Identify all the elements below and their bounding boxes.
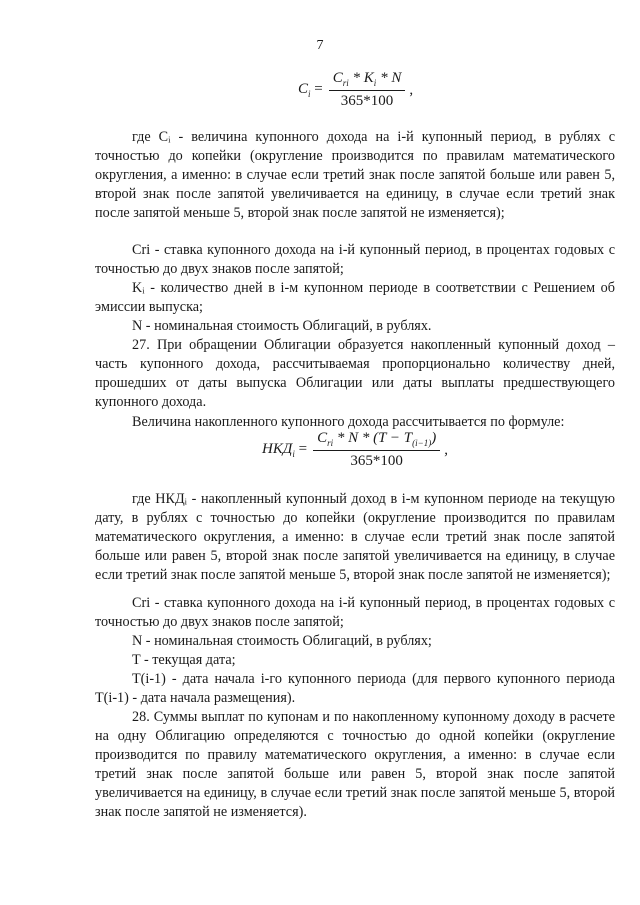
paragraph-cri-definition-2: Cri - ставка купонного дохода на i-й купонный период, в процентах годовых с точностью до двух знаков после запятой; <box>95 595 615 630</box>
formula1-denominator: 365*100 <box>340 93 394 109</box>
formula1-numerator: $C_{ri} * K_i$ * N <box>329 70 406 91</box>
formula2-numerator: $C_{ri} * N * (T - T_{(i-1)})$ <box>313 430 440 451</box>
paragraph-28: 28. Суммы выплат по купонам и по накопленному купонному доходу в расчете на одну Облигацию определяются с точностью до одной копейки (округление производится по правилу математического округления, а именно: в случае если третий знак после запятой больше или равен 5, второй знак после запятой увеличивается на единицу, в случае если третий знак после запятой меньше 5, второй знак после запятой не изменяется). <box>95 709 615 820</box>
formula1-lhs: $C_i$ = <box>298 81 323 99</box>
formula2-fraction <box>313 430 440 470</box>
paragraph-cri-definition: Cri - ставка купонного дохода на i-й купонный период, в процентах годовых с точностью до двух знаков после запятой; <box>95 242 615 277</box>
formula2-lhs: $НКД_i$ = <box>262 441 308 459</box>
formula1-comma: , <box>409 81 414 98</box>
paragraph-n-definition: N - номинальная стоимость Облигаций, в рублях. <box>132 318 432 334</box>
formula1-fraction <box>329 70 406 110</box>
paragraph-formula-intro: Величина накопленного купонного дохода рассчитывается по формуле: <box>132 414 565 430</box>
paragraph-t-definition: T - текущая дата; <box>132 652 236 668</box>
coupon-income-formula <box>298 70 413 110</box>
formula2-comma: , <box>444 441 448 458</box>
accrued-coupon-formula <box>262 430 448 470</box>
page-number: 7 <box>316 38 324 53</box>
paragraph-nkd-definition: где НКДᵢ - накопленный купонный доход в i-м купонном периоде на текущую дату, в рублях с точностью до копейки (округление производится по правилам математического округления, а именно: в случае если третий знак после запятой больше или равен 5, второй знак после запятой увеличивается на единицу, в случае если третий знак после запятой меньше 5, второй знак после запятой не изменяется); <box>95 491 615 583</box>
formula2-denominator: 365*100 <box>350 453 403 469</box>
paragraph-ki-definition: Kᵢ - количество дней в i-м купонном периоде в соответствии с Решением об эмиссии выпуска; <box>95 280 615 315</box>
paragraph-n-definition-2: N - номинальная стоимость Облигаций, в рублях; <box>132 633 432 649</box>
paragraph-ti1-definition: T(i-1) - дата начала i-го купонного периода (для первого купонного периода T(i-1) - дата начала размещения). <box>95 671 615 706</box>
paragraph-27: 27. При обращении Облигации образуется накопленный купонный доход – часть купонного дохода, рассчитываемая пропорционально количеству дней, прошедших от даты выпуска Облигации или даты выплаты предшествующего купонного дохода. <box>95 337 615 410</box>
paragraph-ci-definition: где Cᵢ - величина купонного дохода на i-й купонный период, в рублях с точностью до копейки (округление производится по правилам математического округления, а именно: в случае если третий знак после запятой больше или равен 5, второй знак после запятой увеличивается на единицу, в случае если третий знак после запятой меньше 5, второй знак после запятой не изменяется); <box>95 129 615 221</box>
